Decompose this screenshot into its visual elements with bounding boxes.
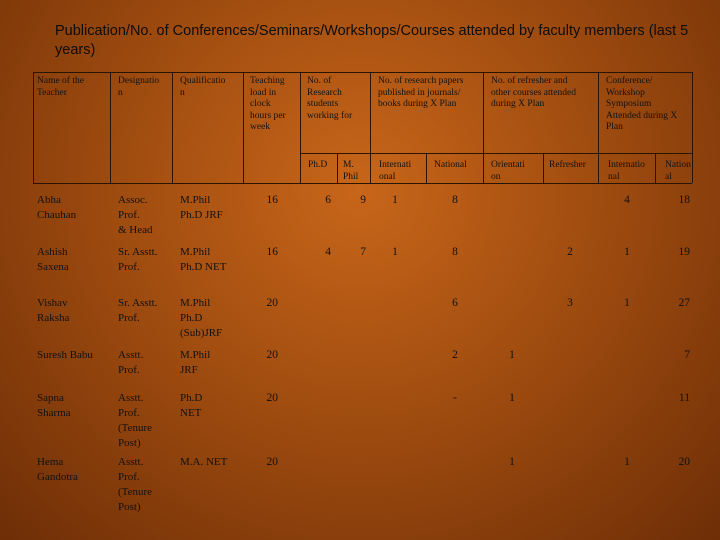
row-name: Sapna Sharma xyxy=(37,392,71,419)
row-designation: Sr. Asstt. Prof. xyxy=(118,246,158,273)
table-column-divider xyxy=(426,153,427,183)
row-designation: Asstt. Prof. xyxy=(118,349,144,376)
row-designation: Assoc. Prof. & Head xyxy=(118,194,153,236)
header-research-papers: No. of research papers published in journals/ books during X Plan xyxy=(378,76,464,109)
table-column-divider xyxy=(483,72,484,183)
subheader-conf-national: Nation al xyxy=(665,160,691,182)
row-teaching-load: 20 xyxy=(266,456,278,468)
table-row-divider xyxy=(300,153,692,154)
row-teaching-load: 20 xyxy=(266,392,278,404)
row-international: 1 xyxy=(392,246,398,258)
row-qualification: M.Phil JRF xyxy=(180,349,211,376)
row-designation: Asstt. Prof. (Tenure Post) xyxy=(118,392,153,449)
row-name: Ashish Saxena xyxy=(37,246,69,273)
row-teaching-load: 20 xyxy=(266,349,278,361)
table-column-divider xyxy=(692,72,693,183)
row-designation: Sr. Asstt. Prof. xyxy=(118,297,158,324)
row-conf-international: 1 xyxy=(624,246,630,258)
row-name: Abha Chauhan xyxy=(37,194,77,221)
row-orientation: 1 xyxy=(509,349,515,361)
row-qualification: Ph.D NET xyxy=(180,392,203,419)
row-conf-national: 20 xyxy=(678,456,690,468)
row-qualification: M.Phil Ph.D (Sub)JRF xyxy=(180,297,223,339)
subheader-conf-international: Internatio nal xyxy=(608,160,645,182)
table-column-divider xyxy=(110,72,111,183)
table-row-divider xyxy=(33,183,692,184)
header-teaching-load: Teaching load in clock hours per week xyxy=(250,76,286,132)
row-national: 2 xyxy=(452,349,458,361)
row-orientation: 1 xyxy=(509,392,515,404)
row-national: 6 xyxy=(452,297,458,309)
row-mphil: 9 xyxy=(360,194,366,206)
row-conf-national: 27 xyxy=(678,297,690,309)
header-qualification: Qualificatio n xyxy=(180,76,226,98)
row-teaching-load: 20 xyxy=(266,297,278,309)
row-name: Suresh Babu xyxy=(37,349,93,361)
header-name: Name of the Teacher xyxy=(37,76,84,98)
row-conf-international: 4 xyxy=(624,194,630,206)
table-row-divider xyxy=(33,72,692,73)
table-column-divider xyxy=(172,72,173,183)
table-column-divider xyxy=(598,72,599,183)
header-refresher-courses: No. of refresher and other courses attended during X Plan xyxy=(491,76,576,109)
subheader-refresher: Refresher xyxy=(549,160,586,170)
row-international: 1 xyxy=(392,194,398,206)
table-column-divider xyxy=(543,153,544,183)
subheader-international: Internati onal xyxy=(379,160,412,182)
page-title: Publication/No. of Conferences/Seminars/Workshops/Courses attended by faculty members (last 5 years) xyxy=(55,23,689,58)
row-national: 8 xyxy=(452,246,458,258)
row-name: Hema Gandotra xyxy=(37,456,78,483)
row-national: 8 xyxy=(452,194,458,206)
row-refresher: 3 xyxy=(567,297,573,309)
row-national: - xyxy=(453,392,457,404)
row-conf-national: 7 xyxy=(684,349,690,361)
table-column-divider xyxy=(337,153,338,183)
row-conf-international: 1 xyxy=(624,456,630,468)
table-column-divider xyxy=(300,72,301,183)
row-conf-international: 1 xyxy=(624,297,630,309)
row-qualification: M.A. NET xyxy=(180,456,228,468)
subheader-phd: Ph.D xyxy=(308,160,328,170)
table-column-divider xyxy=(243,72,244,183)
row-conf-national: 18 xyxy=(678,194,690,206)
table-column-divider xyxy=(655,153,656,183)
header-designation: Designatio n xyxy=(118,76,160,98)
row-mphil: 7 xyxy=(360,246,366,258)
row-designation: Asstt. Prof. (Tenure Post) xyxy=(118,456,153,513)
subheader-mphil: M. Phil xyxy=(343,160,359,182)
row-refresher: 2 xyxy=(567,246,573,258)
row-orientation: 1 xyxy=(509,456,515,468)
row-name: Vishav Raksha xyxy=(37,297,70,324)
header-conference: Conference/ Workshop Symposium Attended during X Plan xyxy=(606,76,678,132)
row-phd: 4 xyxy=(325,246,331,258)
row-qualification: M.Phil Ph.D JRF xyxy=(180,194,223,221)
row-teaching-load: 16 xyxy=(266,246,278,258)
header-research-students: No. of Research students working for xyxy=(307,76,353,121)
row-conf-national: 11 xyxy=(678,392,690,404)
row-phd: 6 xyxy=(325,194,331,206)
row-teaching-load: 16 xyxy=(266,194,278,206)
row-qualification: M.Phil Ph.D NET xyxy=(180,246,227,273)
subheader-national: National xyxy=(434,160,467,170)
table-column-divider xyxy=(33,72,34,183)
row-conf-national: 19 xyxy=(678,246,690,258)
table-column-divider xyxy=(370,72,371,183)
subheader-orientation: Orientati on xyxy=(491,160,525,182)
